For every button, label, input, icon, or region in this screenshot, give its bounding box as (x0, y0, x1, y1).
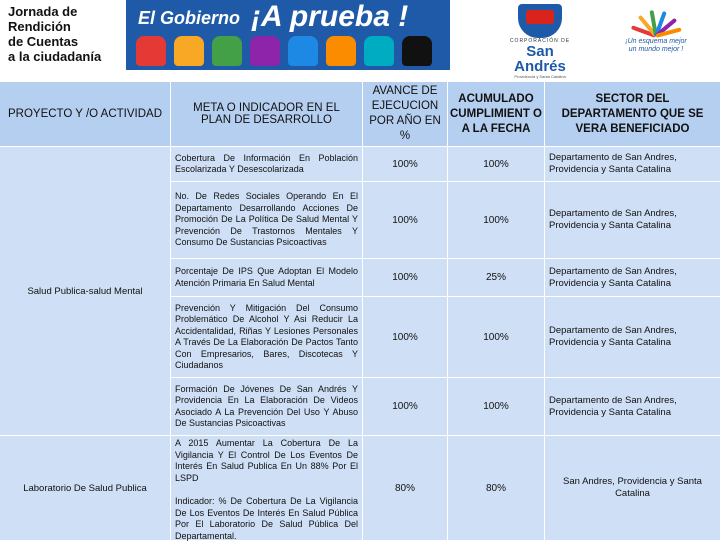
header-accumulated: ACUMULADO CUMPLIMIENT O A LA FECHA (448, 82, 544, 146)
row-indicator: A 2015 Aumentar La Cobertura De La Vigilancia Y El Control De Los Eventos De Interés En Salud Publica En Un 88% Por El LSPD (175, 438, 358, 483)
jornada-line: Rendición (8, 19, 71, 34)
slogan-line: ¡Un esquema mejor (625, 38, 687, 45)
header-goal: META O INDICADOR EN EL PLAN DE DESARROLLO (171, 82, 362, 146)
row-progress: 100% (363, 378, 447, 435)
row-accumulated: 100% (448, 182, 544, 258)
row-accumulated: 25% (448, 259, 544, 296)
hand-icon (174, 36, 204, 66)
jornada-title (8, 4, 116, 64)
row-indicator: No. De Redes Sociales Operando En El Departamento Desarrollando Acciones De Promoción De La Política De Salud Mental Y Prevención De Trastornos Mentales Y Consumo De Sustancias Psicoactivas (171, 182, 362, 258)
row-accumulated: 100% (448, 297, 544, 377)
crest-name: San Andrés (514, 43, 566, 75)
hands-illustration (136, 36, 446, 68)
hand-icon (288, 36, 318, 66)
san-andres-crest (500, 2, 580, 79)
hand-icon (212, 36, 242, 66)
row-indicator-group (171, 436, 362, 540)
row-sector: Departamento de San Andres, Providencia y Santa Catalina (545, 378, 720, 435)
shield-icon (518, 4, 562, 38)
row-progress: 100% (363, 297, 447, 377)
slogan-line: un mundo mejor ! (628, 46, 684, 53)
project-salud-mental: Salud Publica-salud Mental (0, 147, 170, 435)
row-accumulated: 80% (448, 436, 544, 540)
jornada-line: Jornada de (8, 4, 78, 19)
jornada-line: de Cuentas (8, 34, 79, 49)
row-sector: Departamento de San Andres, Providencia y Santa Catalina (545, 182, 720, 258)
row-indicator: Porcentaje De IPS Que Adoptan El Modelo Atención Primaria En Salud Mental (171, 259, 362, 296)
row-indicator-2: Indicador: % De Cobertura De La Vigilancia De Los Eventos De Interés En Salud Pública Por El Laboratorio De Salud Pública Del Departamental. (175, 496, 358, 541)
slogan-logo (600, 2, 712, 72)
row-progress: 80% (363, 436, 447, 540)
sun-icon (626, 2, 686, 38)
header (0, 0, 720, 82)
row-sector: Departamento de San Andres, Providencia y Santa Catalina (545, 259, 720, 296)
row-progress: 100% (363, 147, 447, 181)
hand-icon (136, 36, 166, 66)
row-progress: 100% (363, 182, 447, 258)
hand-icon (250, 36, 280, 66)
hand-icon (402, 36, 432, 66)
row-indicator: Cobertura De Información En Población Escolarizada Y Desescolarizada (171, 147, 362, 181)
banner-text-2: ¡A prueba ! (251, 0, 409, 33)
crest-corporation: CORPORACIÓN DE (509, 38, 571, 44)
row-sector: Departamento de San Andres, Providencia y Santa Catalina (545, 147, 720, 181)
row-accumulated: 100% (448, 147, 544, 181)
header-project: PROYECTO Y /O ACTIVIDAD (0, 82, 170, 146)
jornada-line: a la ciudadanía (8, 49, 102, 64)
header-progress: AVANCE DE EJECUCION POR AÑO EN % (363, 82, 447, 146)
row-progress: 100% (363, 259, 447, 296)
hand-icon (326, 36, 356, 66)
crest-subtitle: Providencia y Santa Catalina (514, 74, 566, 79)
row-indicator: Prevención Y Mitigación Del Consumo Problemático De Alcohol Y Asi Reducir La Accidentalidad, Riñas Y Lesiones Personales A Través De La Elaboración De Pactos Tanto Con Empresarios, Bares, Discotecas Y Ciudadanos (171, 297, 362, 377)
header-sector: SECTOR DEL DEPARTAMENTO QUE SE VERA BENEFICIADO (545, 82, 720, 146)
gobierno-banner (126, 0, 450, 70)
row-indicator: Formación De Jóvenes De San Andrés Y Providencia En La Elaboración De Videos Asociado A La Prevención Del Uso Y Abuso De Sustancias Psicoactivas (171, 378, 362, 435)
hand-icon (364, 36, 394, 66)
row-sector: Departamento de San Andres, Providencia y Santa Catalina (545, 297, 720, 377)
project-laboratorio: Laboratorio De Salud Publica (0, 436, 170, 540)
row-accumulated: 100% (448, 378, 544, 435)
banner-text-1: El Gobierno (138, 8, 241, 28)
accountability-table (0, 82, 720, 540)
row-sector: San Andres, Providencia y Santa Catalina (545, 436, 720, 540)
